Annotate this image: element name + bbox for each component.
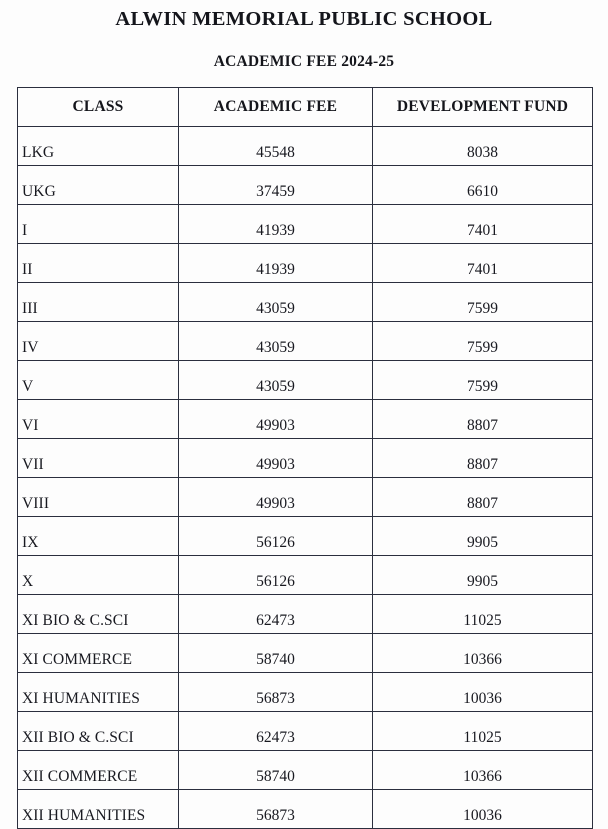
table-row <box>18 205 593 244</box>
cell-class: XI HUMANITIES <box>18 673 179 712</box>
cell-development-fund: 6610 <box>373 166 593 205</box>
cell-class: VIII <box>18 478 179 517</box>
cell-class: XII HUMANITIES <box>18 790 179 829</box>
cell-development-fund: 10036 <box>373 790 593 829</box>
cell-class: VII <box>18 439 179 478</box>
cell-class: I <box>18 205 179 244</box>
cell-development-fund: 10366 <box>373 751 593 790</box>
cell-development-fund: 7401 <box>373 244 593 283</box>
cell-academic-fee: 43059 <box>179 283 373 322</box>
table-row <box>18 322 593 361</box>
cell-academic-fee: 41939 <box>179 244 373 283</box>
cell-class: XII BIO & C.SCI <box>18 712 179 751</box>
cell-development-fund: 9905 <box>373 556 593 595</box>
cell-class: V <box>18 361 179 400</box>
cell-academic-fee: 56126 <box>179 556 373 595</box>
cell-academic-fee: 56873 <box>179 673 373 712</box>
table-row <box>18 283 593 322</box>
table-row <box>18 790 593 829</box>
cell-class: VI <box>18 400 179 439</box>
column-header-class: CLASS <box>18 88 179 127</box>
cell-development-fund: 8038 <box>373 127 593 166</box>
academic-fee-table <box>17 87 593 829</box>
table-body <box>18 127 593 829</box>
cell-academic-fee: 43059 <box>179 361 373 400</box>
table-row <box>18 712 593 751</box>
cell-development-fund: 7401 <box>373 205 593 244</box>
table-row <box>18 127 593 166</box>
table-row <box>18 595 593 634</box>
column-header-academic-fee: ACADEMIC FEE <box>179 88 373 127</box>
cell-class: XII COMMERCE <box>18 751 179 790</box>
cell-development-fund: 7599 <box>373 283 593 322</box>
cell-academic-fee: 49903 <box>179 478 373 517</box>
cell-class: II <box>18 244 179 283</box>
cell-academic-fee: 49903 <box>179 400 373 439</box>
cell-development-fund: 10036 <box>373 673 593 712</box>
table-row <box>18 478 593 517</box>
cell-class: XI BIO & C.SCI <box>18 595 179 634</box>
fee-table-container <box>17 87 592 829</box>
cell-academic-fee: 45548 <box>179 127 373 166</box>
school-name-heading: ALWIN MEMORIAL PUBLIC SCHOOL <box>115 8 493 30</box>
table-row <box>18 556 593 595</box>
cell-academic-fee: 56126 <box>179 517 373 556</box>
cell-development-fund: 7599 <box>373 361 593 400</box>
cell-academic-fee: 37459 <box>179 166 373 205</box>
cell-academic-fee: 62473 <box>179 712 373 751</box>
table-row <box>18 400 593 439</box>
table-row <box>18 244 593 283</box>
table-header <box>18 88 593 127</box>
table-row <box>18 673 593 712</box>
document-subtitle: ACADEMIC FEE 2024-25 <box>213 53 395 70</box>
table-header-row <box>18 88 593 127</box>
table-row <box>18 751 593 790</box>
cell-academic-fee: 58740 <box>179 751 373 790</box>
cell-class: UKG <box>18 166 179 205</box>
cell-class: LKG <box>18 127 179 166</box>
cell-development-fund: 9905 <box>373 517 593 556</box>
table-row <box>18 166 593 205</box>
cell-academic-fee: 49903 <box>179 439 373 478</box>
table-row <box>18 517 593 556</box>
cell-class: III <box>18 283 179 322</box>
cell-development-fund: 8807 <box>373 400 593 439</box>
cell-class: IX <box>18 517 179 556</box>
cell-academic-fee: 43059 <box>179 322 373 361</box>
cell-development-fund: 11025 <box>373 712 593 751</box>
table-row <box>18 439 593 478</box>
cell-development-fund: 8807 <box>373 439 593 478</box>
cell-development-fund: 7599 <box>373 322 593 361</box>
cell-academic-fee: 56873 <box>179 790 373 829</box>
cell-development-fund: 8807 <box>373 478 593 517</box>
cell-academic-fee: 62473 <box>179 595 373 634</box>
cell-academic-fee: 41939 <box>179 205 373 244</box>
cell-academic-fee: 58740 <box>179 634 373 673</box>
cell-class: IV <box>18 322 179 361</box>
cell-development-fund: 11025 <box>373 595 593 634</box>
cell-class: X <box>18 556 179 595</box>
column-header-development-fund: DEVELOPMENT FUND <box>373 88 593 127</box>
table-row <box>18 634 593 673</box>
table-row <box>18 361 593 400</box>
cell-development-fund: 10366 <box>373 634 593 673</box>
cell-class: XI COMMERCE <box>18 634 179 673</box>
